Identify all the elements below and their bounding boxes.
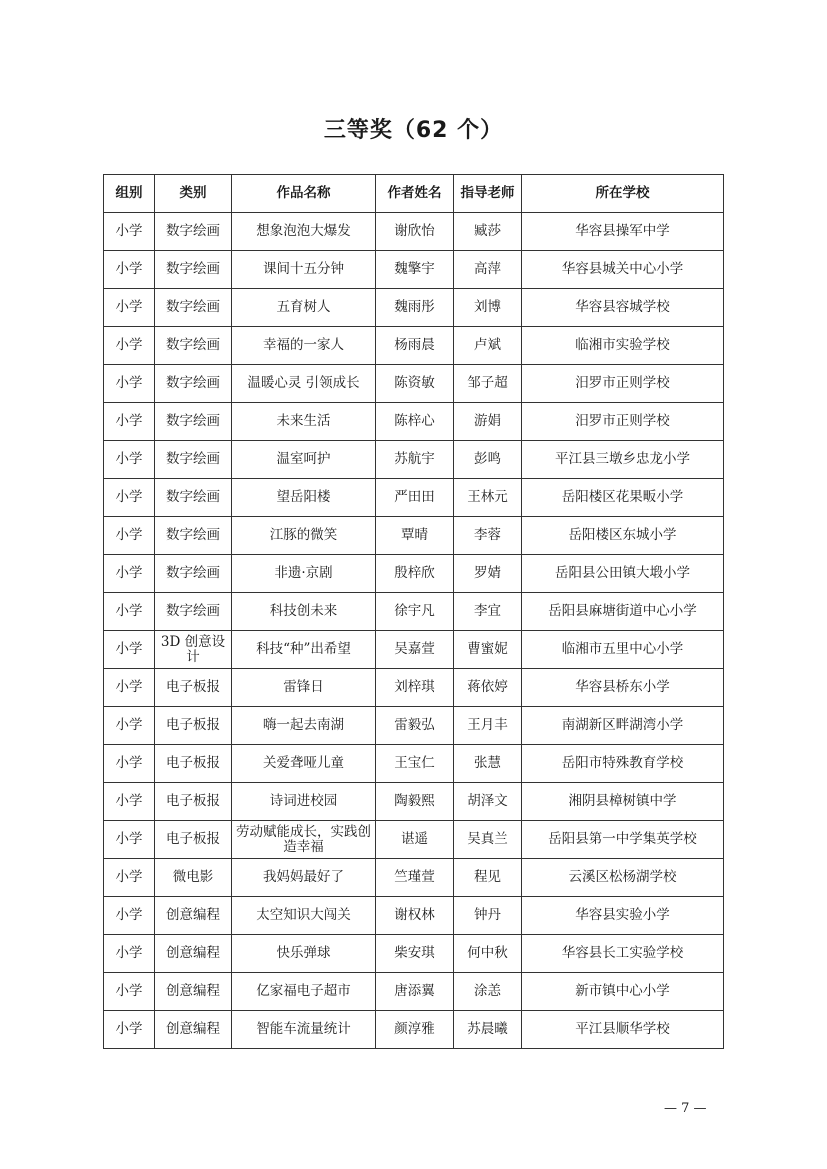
table-row bbox=[104, 973, 724, 1011]
cell-teacher: 李蓉 bbox=[454, 517, 522, 555]
cell-author: 陈梓心 bbox=[376, 403, 454, 441]
page-title: 三等奖（62 个） bbox=[323, 118, 504, 143]
cell-school: 平江县三墩乡忠龙小学 bbox=[522, 441, 724, 479]
cell-work-title: 快乐弹球 bbox=[232, 935, 376, 973]
cell-author: 徐宇凡 bbox=[376, 593, 454, 631]
cell-group: 小学 bbox=[104, 327, 155, 365]
cell-work-title: 关爱聋哑儿童 bbox=[232, 745, 376, 783]
cell-teacher: 臧莎 bbox=[454, 213, 522, 251]
cell-work-title: 未来生活 bbox=[232, 403, 376, 441]
cell-author: 刘梓琪 bbox=[376, 669, 454, 707]
cell-school: 新市镇中心小学 bbox=[522, 973, 724, 1011]
cell-teacher: 游娟 bbox=[454, 403, 522, 441]
cell-category: 数字绘画 bbox=[155, 365, 232, 403]
header-author: 作者姓名 bbox=[376, 175, 454, 213]
cell-group: 小学 bbox=[104, 897, 155, 935]
cell-school: 华容县实验小学 bbox=[522, 897, 724, 935]
cell-teacher: 苏晨曦 bbox=[454, 1011, 522, 1049]
table-row bbox=[104, 821, 724, 859]
cell-teacher: 曹蜜妮 bbox=[454, 631, 522, 669]
cell-category: 创意编程 bbox=[155, 935, 232, 973]
cell-school: 岳阳县公田镇大塅小学 bbox=[522, 555, 724, 593]
cell-teacher: 卢斌 bbox=[454, 327, 522, 365]
cell-author: 吴嘉萱 bbox=[376, 631, 454, 669]
cell-category: 电子板报 bbox=[155, 783, 232, 821]
cell-school: 岳阳市特殊教育学校 bbox=[522, 745, 724, 783]
cell-teacher: 王月丰 bbox=[454, 707, 522, 745]
cell-work-title: 科技创未来 bbox=[232, 593, 376, 631]
cell-school: 临湘市五里中心小学 bbox=[522, 631, 724, 669]
cell-work-title: 非遗·京剧 bbox=[232, 555, 376, 593]
cell-teacher: 王林元 bbox=[454, 479, 522, 517]
header-category: 类别 bbox=[155, 175, 232, 213]
table-row bbox=[104, 517, 724, 555]
cell-category: 创意编程 bbox=[155, 973, 232, 1011]
cell-author: 杨雨晨 bbox=[376, 327, 454, 365]
cell-group: 小学 bbox=[104, 213, 155, 251]
cell-work-title: 科技“种”出希望 bbox=[232, 631, 376, 669]
cell-work-title: 智能车流量统计 bbox=[232, 1011, 376, 1049]
cell-group: 小学 bbox=[104, 251, 155, 289]
table-row bbox=[104, 555, 724, 593]
cell-group: 小学 bbox=[104, 441, 155, 479]
cell-category: 数字绘画 bbox=[155, 213, 232, 251]
awards-table bbox=[103, 174, 724, 1049]
cell-school: 华容县城关中心小学 bbox=[522, 251, 724, 289]
cell-teacher: 张慧 bbox=[454, 745, 522, 783]
cell-school: 云溪区松杨湖学校 bbox=[522, 859, 724, 897]
cell-teacher: 罗婧 bbox=[454, 555, 522, 593]
table-row bbox=[104, 213, 724, 251]
cell-group: 小学 bbox=[104, 973, 155, 1011]
cell-group: 小学 bbox=[104, 517, 155, 555]
cell-author: 谢权林 bbox=[376, 897, 454, 935]
header-school: 所在学校 bbox=[522, 175, 724, 213]
table-header-row bbox=[104, 175, 724, 213]
cell-category: 创意编程 bbox=[155, 1011, 232, 1049]
cell-category: 数字绘画 bbox=[155, 327, 232, 365]
cell-group: 小学 bbox=[104, 783, 155, 821]
cell-teacher: 胡泽文 bbox=[454, 783, 522, 821]
table-row bbox=[104, 1011, 724, 1049]
cell-group: 小学 bbox=[104, 479, 155, 517]
cell-group: 小学 bbox=[104, 821, 155, 859]
cell-teacher: 涂恙 bbox=[454, 973, 522, 1011]
cell-teacher: 彭鸣 bbox=[454, 441, 522, 479]
cell-author: 雷毅弘 bbox=[376, 707, 454, 745]
table-row bbox=[104, 593, 724, 631]
table-row bbox=[104, 783, 724, 821]
cell-school: 湘阴县樟树镇中学 bbox=[522, 783, 724, 821]
cell-category: 创意编程 bbox=[155, 897, 232, 935]
table-row bbox=[104, 707, 724, 745]
cell-group: 小学 bbox=[104, 669, 155, 707]
cell-teacher: 邹子超 bbox=[454, 365, 522, 403]
cell-category: 电子板报 bbox=[155, 669, 232, 707]
cell-work-title: 幸福的一家人 bbox=[232, 327, 376, 365]
cell-school: 南湖新区畔湖湾小学 bbox=[522, 707, 724, 745]
cell-school: 岳阳县第一中学集英学校 bbox=[522, 821, 724, 859]
cell-category: 数字绘画 bbox=[155, 517, 232, 555]
cell-group: 小学 bbox=[104, 745, 155, 783]
cell-author: 唐添翼 bbox=[376, 973, 454, 1011]
cell-author: 谌遥 bbox=[376, 821, 454, 859]
cell-work-title: 想象泡泡大爆发 bbox=[232, 213, 376, 251]
cell-author: 殷梓欣 bbox=[376, 555, 454, 593]
cell-school: 岳阳楼区东城小学 bbox=[522, 517, 724, 555]
cell-work-title: 雷锋日 bbox=[232, 669, 376, 707]
cell-author: 覃晴 bbox=[376, 517, 454, 555]
table-row bbox=[104, 897, 724, 935]
cell-category: 数字绘画 bbox=[155, 593, 232, 631]
header-group: 组别 bbox=[104, 175, 155, 213]
cell-group: 小学 bbox=[104, 593, 155, 631]
cell-work-title: 我妈妈最好了 bbox=[232, 859, 376, 897]
cell-group: 小学 bbox=[104, 289, 155, 327]
table-row bbox=[104, 745, 724, 783]
cell-author: 谢欣怡 bbox=[376, 213, 454, 251]
cell-author: 陈资敏 bbox=[376, 365, 454, 403]
cell-group: 小学 bbox=[104, 935, 155, 973]
cell-school: 汨罗市正则学校 bbox=[522, 365, 724, 403]
cell-category: 微电影 bbox=[155, 859, 232, 897]
cell-author: 魏雨彤 bbox=[376, 289, 454, 327]
cell-school: 岳阳县麻塘街道中心小学 bbox=[522, 593, 724, 631]
header-teacher: 指导老师 bbox=[454, 175, 522, 213]
cell-school: 华容县桥东小学 bbox=[522, 669, 724, 707]
cell-work-title: 温暖心灵 引领成长 bbox=[232, 365, 376, 403]
cell-work-title: 课间十五分钟 bbox=[232, 251, 376, 289]
cell-teacher: 高萍 bbox=[454, 251, 522, 289]
cell-category: 电子板报 bbox=[155, 821, 232, 859]
cell-group: 小学 bbox=[104, 707, 155, 745]
cell-work-title: 江豚的微笑 bbox=[232, 517, 376, 555]
cell-work-title: 太空知识大闯关 bbox=[232, 897, 376, 935]
cell-school: 华容县操军中学 bbox=[522, 213, 724, 251]
cell-category: 3D 创意设计 bbox=[155, 631, 232, 669]
cell-work-title: 五育树人 bbox=[232, 289, 376, 327]
cell-teacher: 蒋依婷 bbox=[454, 669, 522, 707]
cell-group: 小学 bbox=[104, 365, 155, 403]
cell-author: 颜淳雅 bbox=[376, 1011, 454, 1049]
cell-teacher: 刘博 bbox=[454, 289, 522, 327]
cell-school: 华容县长工实验学校 bbox=[522, 935, 724, 973]
cell-author: 王宝仁 bbox=[376, 745, 454, 783]
table-row bbox=[104, 365, 724, 403]
table-row bbox=[104, 479, 724, 517]
cell-work-title: 温室呵护 bbox=[232, 441, 376, 479]
cell-school: 华容县容城学校 bbox=[522, 289, 724, 327]
cell-category: 数字绘画 bbox=[155, 251, 232, 289]
header-work-title: 作品名称 bbox=[232, 175, 376, 213]
table-row bbox=[104, 631, 724, 669]
cell-category: 数字绘画 bbox=[155, 555, 232, 593]
cell-author: 柴安琪 bbox=[376, 935, 454, 973]
cell-category: 数字绘画 bbox=[155, 403, 232, 441]
cell-teacher: 钟丹 bbox=[454, 897, 522, 935]
cell-work-title: 诗词进校园 bbox=[232, 783, 376, 821]
cell-group: 小学 bbox=[104, 859, 155, 897]
cell-author: 陶毅熙 bbox=[376, 783, 454, 821]
cell-school: 临湘市实验学校 bbox=[522, 327, 724, 365]
cell-work-title: 劳动赋能成长，实践创造幸福 bbox=[232, 821, 376, 859]
cell-category: 数字绘画 bbox=[155, 441, 232, 479]
cell-group: 小学 bbox=[104, 1011, 155, 1049]
table-row bbox=[104, 669, 724, 707]
cell-author: 魏擎宇 bbox=[376, 251, 454, 289]
table-row bbox=[104, 935, 724, 973]
cell-school: 岳阳楼区花果畈小学 bbox=[522, 479, 724, 517]
table-row bbox=[104, 441, 724, 479]
cell-author: 严田田 bbox=[376, 479, 454, 517]
cell-work-title: 望岳阳楼 bbox=[232, 479, 376, 517]
cell-group: 小学 bbox=[104, 403, 155, 441]
cell-teacher: 程见 bbox=[454, 859, 522, 897]
cell-teacher: 吴真兰 bbox=[454, 821, 522, 859]
cell-school: 平江县顺华学校 bbox=[522, 1011, 724, 1049]
cell-category: 电子板报 bbox=[155, 745, 232, 783]
cell-author: 竺瑾萱 bbox=[376, 859, 454, 897]
table-row bbox=[104, 859, 724, 897]
cell-category: 电子板报 bbox=[155, 707, 232, 745]
cell-category: 数字绘画 bbox=[155, 289, 232, 327]
cell-group: 小学 bbox=[104, 631, 155, 669]
table-row bbox=[104, 403, 724, 441]
cell-teacher: 何中秋 bbox=[454, 935, 522, 973]
cell-teacher: 李宜 bbox=[454, 593, 522, 631]
page-number: — 7 — bbox=[664, 1101, 707, 1116]
cell-author: 苏航宇 bbox=[376, 441, 454, 479]
table-row bbox=[104, 251, 724, 289]
cell-category: 数字绘画 bbox=[155, 479, 232, 517]
table-row bbox=[104, 289, 724, 327]
table-row bbox=[104, 327, 724, 365]
cell-work-title: 嗨一起去南湖 bbox=[232, 707, 376, 745]
cell-work-title: 亿家福电子超市 bbox=[232, 973, 376, 1011]
cell-group: 小学 bbox=[104, 555, 155, 593]
cell-school: 汨罗市正则学校 bbox=[522, 403, 724, 441]
